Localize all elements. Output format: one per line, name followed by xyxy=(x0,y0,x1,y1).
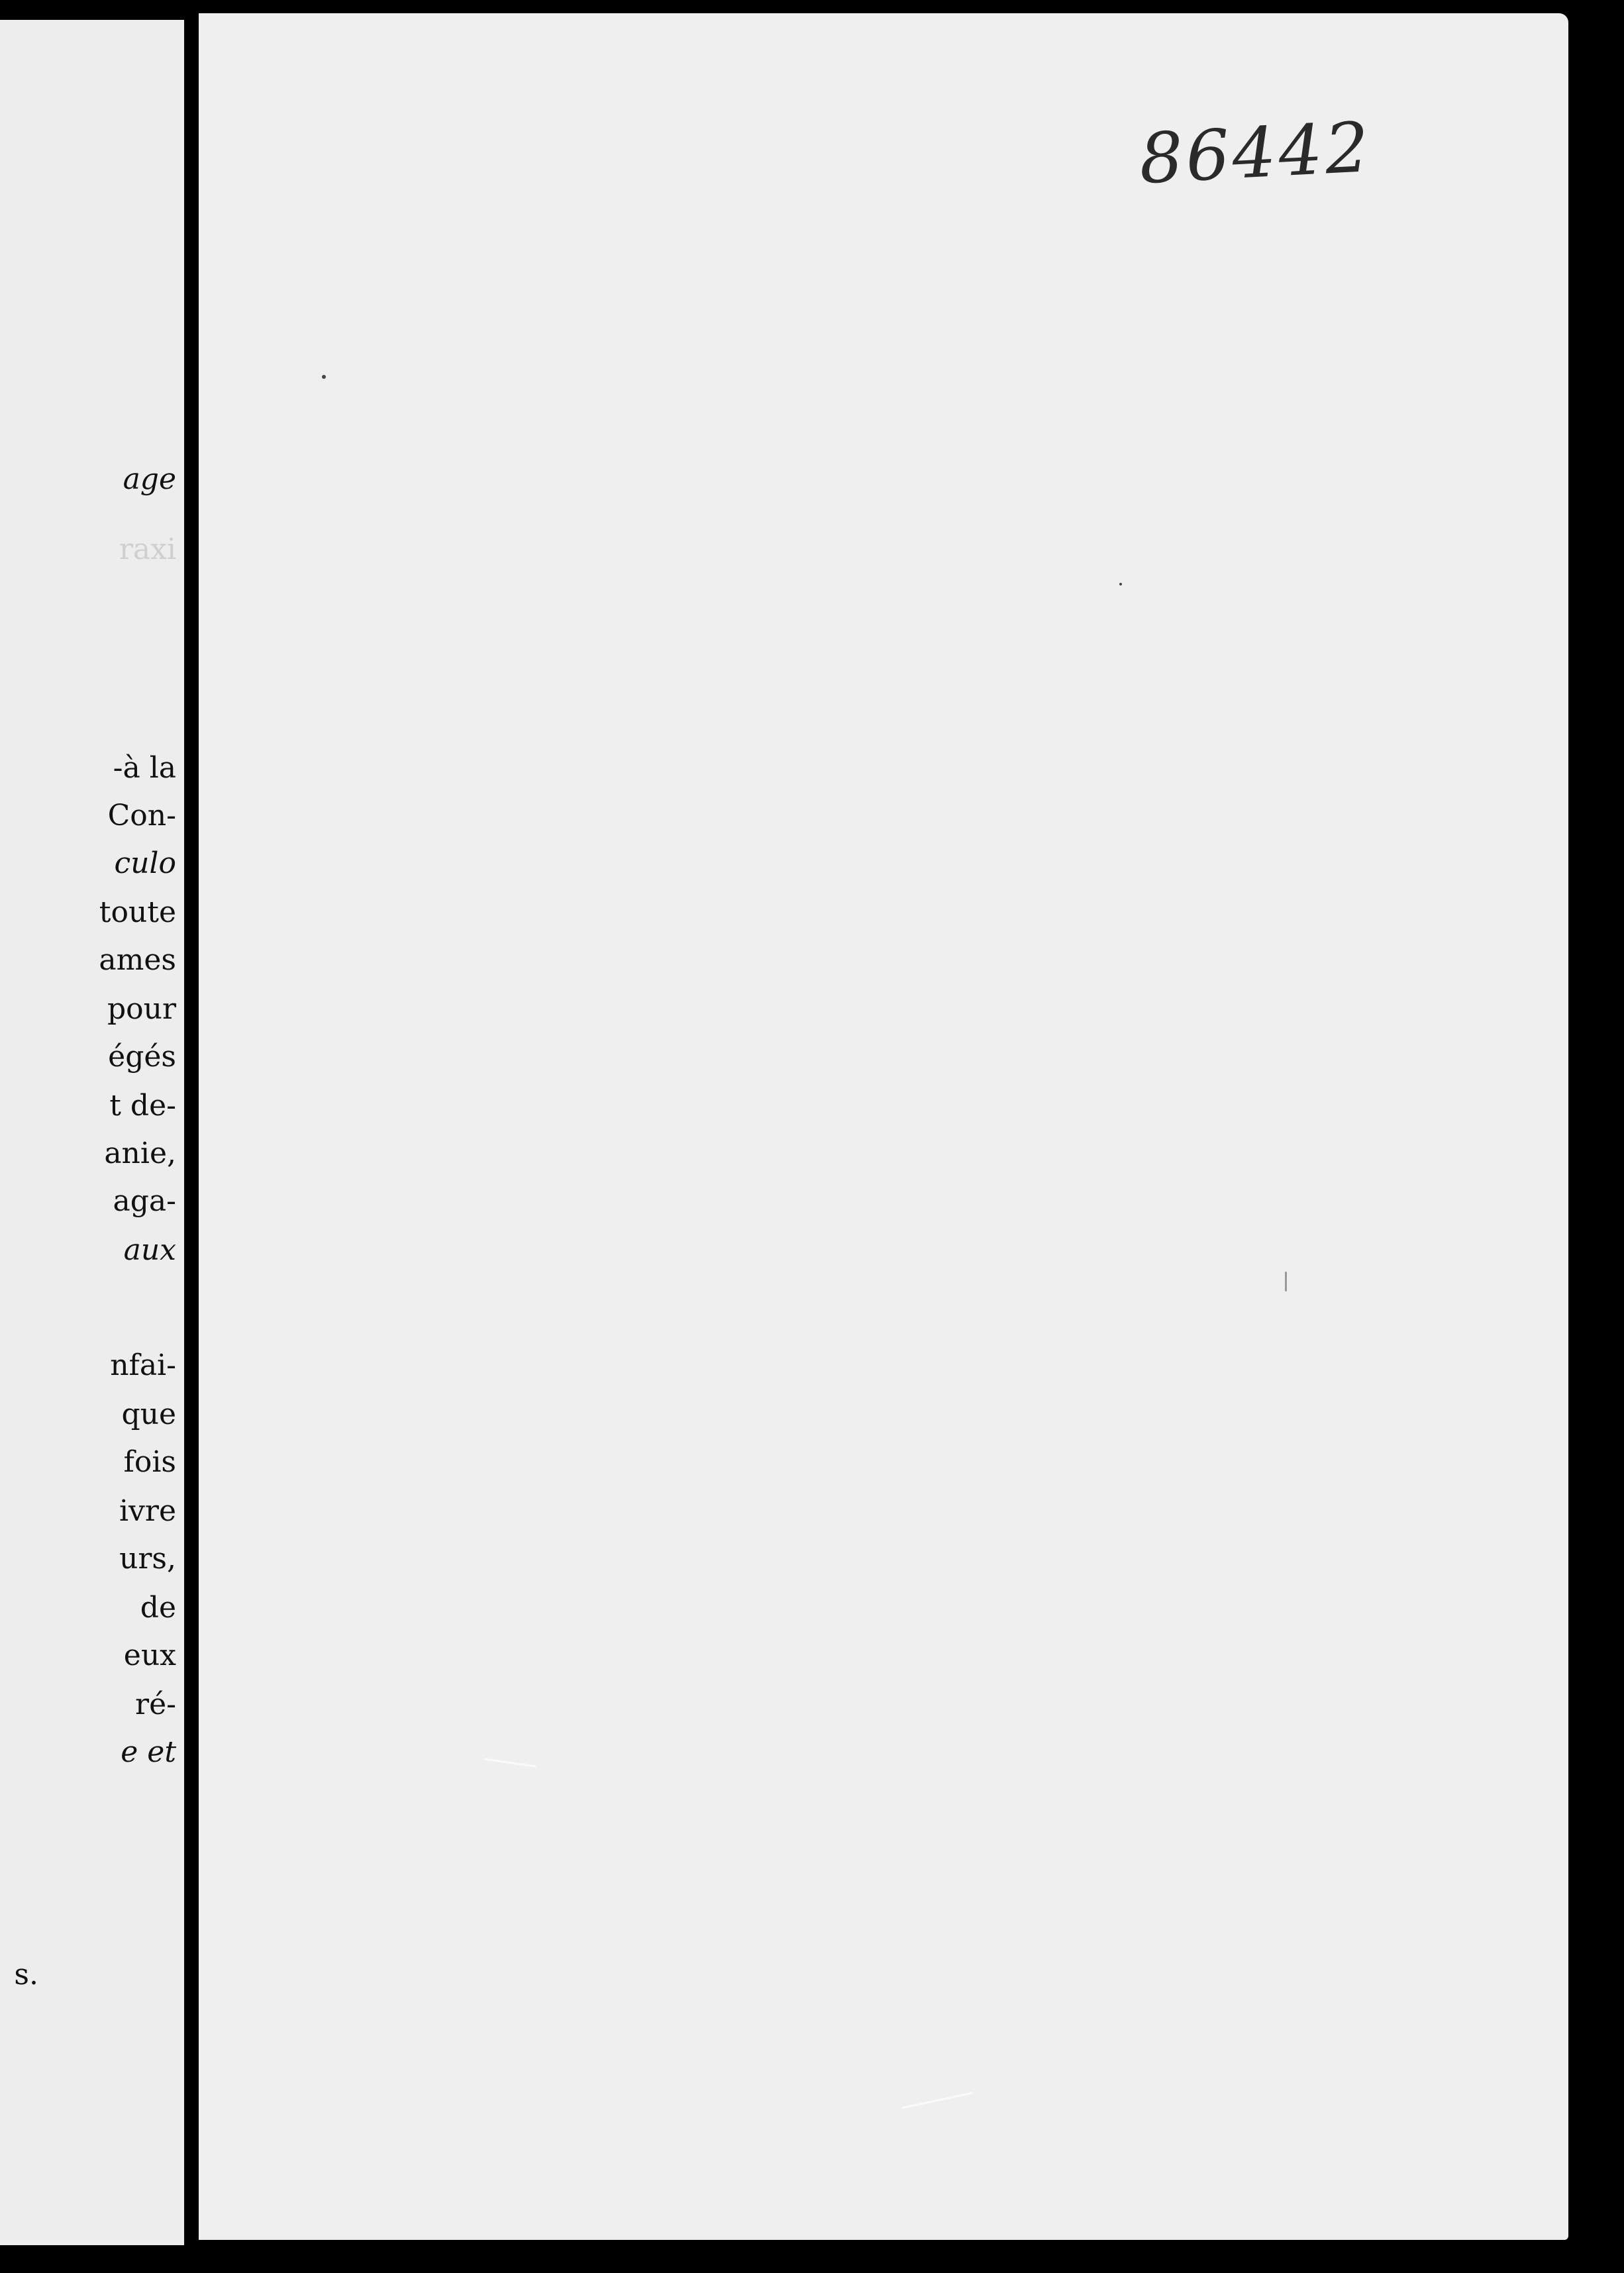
text-line: ames xyxy=(99,943,176,977)
text-line: de xyxy=(140,1591,176,1625)
text-line: Con- xyxy=(107,799,176,833)
text-line: que xyxy=(121,1397,176,1431)
text-line: culo xyxy=(114,846,176,880)
text-line: t de- xyxy=(109,1089,176,1123)
text-line: ivre xyxy=(119,1494,176,1528)
text-line: fois xyxy=(123,1445,176,1479)
text-line: égés xyxy=(108,1040,176,1074)
text-line: anie, xyxy=(104,1136,176,1170)
left-page-fragment xyxy=(0,20,184,2245)
text-line: raxi xyxy=(119,532,176,566)
text-line: ré- xyxy=(135,1688,176,1721)
text-line: toute xyxy=(99,895,176,929)
text-line: pour xyxy=(107,992,176,1026)
text-line: nfai- xyxy=(110,1348,176,1382)
text-line: aux xyxy=(123,1233,176,1267)
paper-scratch xyxy=(483,1758,536,1767)
text-line: eux xyxy=(123,1639,176,1672)
blank-page xyxy=(199,13,1568,2240)
book-gutter xyxy=(184,0,199,2273)
paper-speck xyxy=(1285,1272,1287,1291)
text-line: s. xyxy=(14,1958,38,1992)
text-line: age xyxy=(123,462,176,496)
paper-speck xyxy=(322,375,326,379)
text-line: aga- xyxy=(113,1184,176,1218)
paper-speck xyxy=(1119,583,1122,585)
paper-scratch xyxy=(901,2092,973,2109)
text-line: e et xyxy=(121,1735,176,1769)
text-line: urs, xyxy=(119,1542,176,1576)
handwritten-number: 86442 xyxy=(1137,106,1374,200)
text-line: -à la xyxy=(113,751,176,785)
